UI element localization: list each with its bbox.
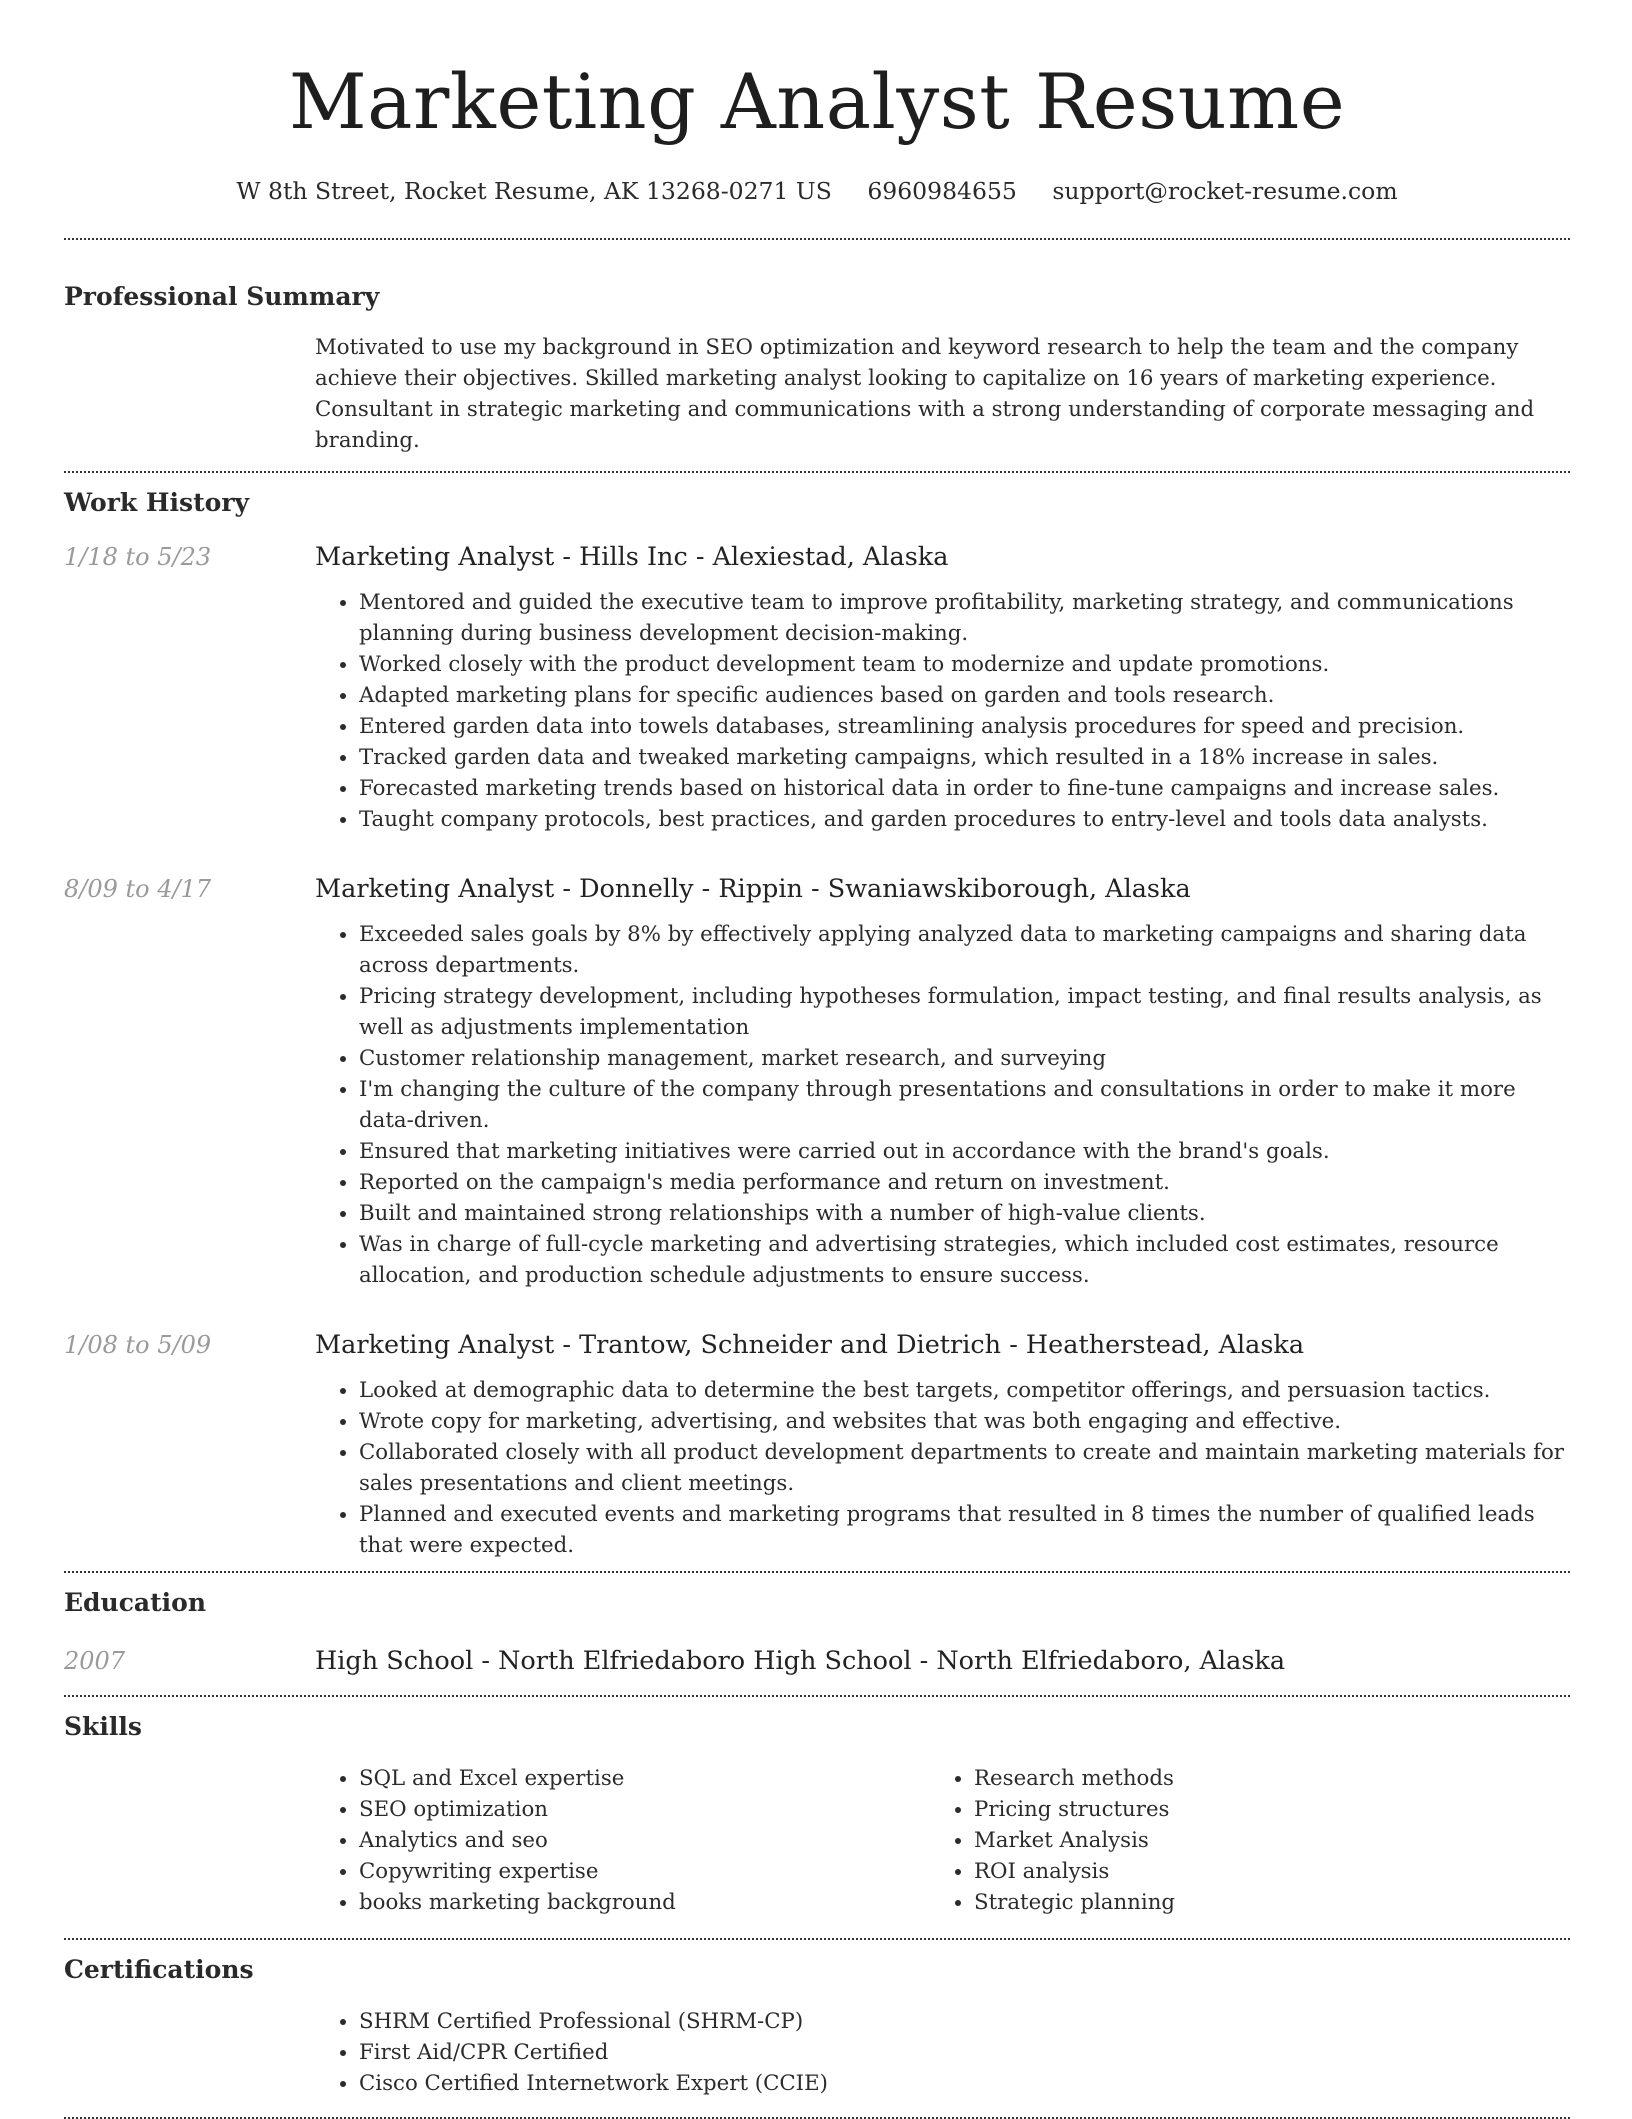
work-history-section xyxy=(64,473,1570,1571)
summary-text: Motivated to use my background in SEO optimization and keyword research to help the team and the company achieve their objectives. Skilled marketing analyst looking to capitalize on 16 years of marketing experience. Consultant in strategic marketing and communications with a strong understanding of corporate messaging and branding. xyxy=(315,335,1535,453)
job-bullet: • Worked closely with the product development team to modernize and update promotions. xyxy=(359,649,1570,680)
job-entry xyxy=(64,539,1570,835)
certifications-section xyxy=(64,1940,1570,2117)
job-bullet: • Ensured that marketing initiatives were carried out in accordance with the brand's goals. xyxy=(359,1136,1570,1167)
skill-item: • Copywriting expertise xyxy=(359,1856,930,1887)
job-bullet: • Pricing strategy development, including hypotheses formulation, impact testing, and final results analysis, as well as adjustments implementation xyxy=(359,981,1570,1043)
job-bullet: • Taught company protocols, best practices, and garden procedures to entry-level and tools data analysts. xyxy=(359,804,1570,835)
certifications-list xyxy=(315,2006,1570,2099)
job-entry xyxy=(64,1327,1570,1571)
resume-title: Marketing Analyst Resume xyxy=(288,57,1346,146)
job-bullets xyxy=(315,919,1570,1291)
skill-item: • Market Analysis xyxy=(974,1825,1545,1856)
certification-item: • Cisco Certified Internetwork Expert (CCIE) xyxy=(359,2068,1570,2099)
work-history-heading: Work History xyxy=(64,488,250,517)
job-dates: 1/08 to 5/09 xyxy=(64,1331,212,1359)
job-heading: Marketing Analyst - Trantow, Schneider and Dietrich - Heatherstead, Alaska xyxy=(315,1330,1305,1360)
skills-grid xyxy=(315,1763,1570,1918)
contact-address: W 8th Street, Rocket Resume, AK 13268-0271 US xyxy=(236,177,832,205)
skill-item: • SQL and Excel expertise xyxy=(359,1763,930,1794)
job-bullet: • Adapted marketing plans for specific audiences based on garden and tools research. xyxy=(359,680,1570,711)
education-year: 2007 xyxy=(64,1647,126,1675)
education-heading-line: High School - North Elfriedaboro High School - North Elfriedaboro, Alaska xyxy=(315,1646,1286,1676)
skills-heading: Skills xyxy=(64,1712,142,1741)
job-heading: Marketing Analyst - Donnelly - Rippin - Swaniawskiborough, Alaska xyxy=(315,874,1191,904)
contact-line xyxy=(64,174,1570,208)
job-bullet: • I'm changing the culture of the company through presentations and consultations in order to make it more data-driven. xyxy=(359,1074,1570,1136)
resume-page xyxy=(64,0,1570,2119)
job-bullet: • Was in charge of full-cycle marketing and advertising strategies, which included cost estimates, resource allocation, and production schedule adjustments to ensure success. xyxy=(359,1229,1570,1291)
skill-item: • SEO optimization xyxy=(359,1794,930,1825)
certification-item: • SHRM Certified Professional (SHRM-CP) xyxy=(359,2006,1570,2037)
summary-section xyxy=(64,240,1570,471)
certification-item: • First Aid/CPR Certified xyxy=(359,2037,1570,2068)
skill-item: • Research methods xyxy=(974,1763,1545,1794)
job-bullets xyxy=(315,1375,1570,1561)
job-heading: Marketing Analyst - Hills Inc - Alexiestad, Alaska xyxy=(315,542,949,572)
job-bullet: • Forecasted marketing trends based on historical data in order to fine-tune campaigns and increase sales. xyxy=(359,773,1570,804)
skill-item: • Analytics and seo xyxy=(359,1825,930,1856)
job-bullet: • Customer relationship management, market research, and surveying xyxy=(359,1043,1570,1074)
skills-section xyxy=(64,1697,1570,1938)
job-bullet: • Entered garden data into towels databases, streamlining analysis procedures for speed and precision. xyxy=(359,711,1570,742)
skill-item: • books marketing background xyxy=(359,1887,930,1918)
job-bullet: • Collaborated closely with all product development departments to create and maintain marketing materials for sales presentations and client meetings. xyxy=(359,1437,1570,1499)
certifications-heading: Certifications xyxy=(64,1955,254,1984)
skills-list-left xyxy=(315,1763,930,1918)
job-bullet: • Exceeded sales goals by 8% by effectively applying analyzed data to marketing campaigns and sharing data across departments. xyxy=(359,919,1570,981)
job-bullet: • Planned and executed events and marketing programs that resulted in 8 times the number of qualified leads that were expected. xyxy=(359,1499,1570,1561)
job-bullet: • Tracked garden data and tweaked marketing campaigns, which resulted in a 18% increase in sales. xyxy=(359,742,1570,773)
education-entry xyxy=(64,1643,1570,1679)
skill-item: • ROI analysis xyxy=(974,1856,1545,1887)
job-bullet: • Built and maintained strong relationships with a number of high-value clients. xyxy=(359,1198,1570,1229)
education-section xyxy=(64,1573,1570,1695)
skills-list-right xyxy=(930,1763,1545,1918)
job-bullets xyxy=(315,587,1570,835)
job-bullet: • Wrote copy for marketing, advertising, and websites that was both engaging and effective. xyxy=(359,1406,1570,1437)
education-heading: Education xyxy=(64,1588,207,1617)
job-bullet: • Mentored and guided the executive team to improve profitability, marketing strategy, and communications planning during business development decision-making. xyxy=(359,587,1570,649)
skill-item: • Pricing structures xyxy=(974,1794,1545,1825)
skill-item: • Strategic planning xyxy=(974,1887,1545,1918)
job-dates: 8/09 to 4/17 xyxy=(64,875,212,903)
summary-heading: Professional Summary xyxy=(64,282,380,311)
job-bullet: • Looked at demographic data to determine the best targets, competitor offerings, and persuasion tactics. xyxy=(359,1375,1570,1406)
contact-email: support@rocket-resume.com xyxy=(1052,177,1398,205)
job-entry xyxy=(64,871,1570,1291)
job-dates: 1/18 to 5/23 xyxy=(64,543,212,571)
job-bullet: • Reported on the campaign's media performance and return on investment. xyxy=(359,1167,1570,1198)
contact-phone: 6960984655 xyxy=(867,177,1017,205)
